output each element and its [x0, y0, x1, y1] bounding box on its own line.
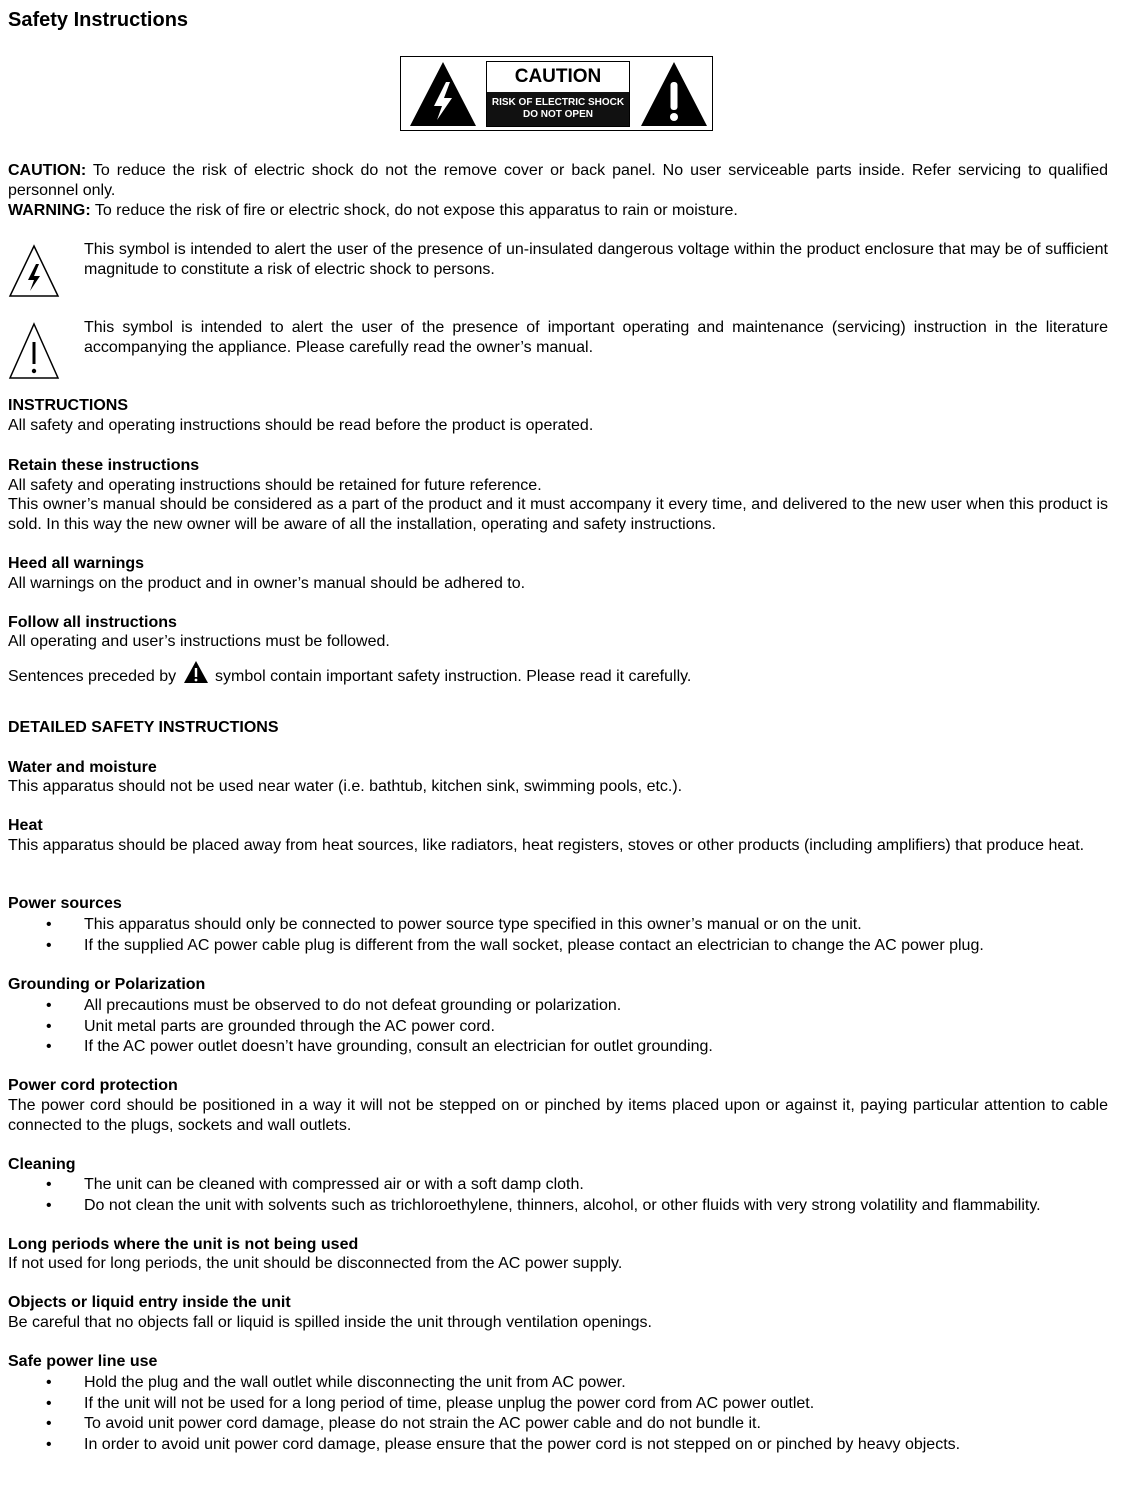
retain-line1: All safety and operating instructions should be retained for future reference.	[8, 477, 542, 494]
list-item	[8, 996, 1108, 1017]
list-item-text: The unit can be cleaned with compressed air or with a soft damp cloth.	[84, 1176, 584, 1193]
list-item-text: If the unit will not be used for a long period of time, please unplug the power cord from AC power outlet.	[84, 1394, 815, 1412]
list-item	[8, 936, 1108, 957]
caution-sublabel-line2: DO NOT OPEN	[522, 109, 593, 120]
list-item	[8, 915, 1108, 936]
caution-paragraph	[8, 161, 1108, 200]
caution-label: CAUTION	[514, 66, 602, 87]
follow-sentence-post: symbol contain important safety instruction. Please read it carefully.	[210, 668, 692, 685]
cord-heading: Power cord protection	[8, 1077, 178, 1094]
bullet: •	[46, 1017, 52, 1035]
list-item-text: In order to avoid unit power cord damage, please ensure that the power cord is not stepped on or pinched by heavy objects.	[84, 1435, 961, 1453]
bullet: •	[46, 997, 52, 1014]
caution-para-text: To reduce the risk of electric shock do not the remove cover or back panel. No user serviceable parts inside. Refer servicing to qualified personnel only.	[8, 162, 1108, 199]
list-item	[8, 1175, 1108, 1196]
follow-heading: Follow all instructions	[8, 614, 177, 631]
exclamation-warning-icon	[639, 60, 709, 128]
heed-text: All warnings on the product and in owner’s manual should be adhered to.	[8, 575, 526, 592]
water-heading: Water and moisture	[8, 759, 157, 776]
water-text: This apparatus should not be used near water (i.e. bathtub, kitchen sink, swimming pools, etc.).	[8, 778, 683, 795]
instructions-text: All safety and operating instructions should be read before the product is operated.	[8, 417, 594, 434]
list-item-text: If the supplied AC power cable plug is different from the wall socket, please contact an electrician to change the AC power plug.	[84, 936, 984, 954]
warning-triangle-icon	[183, 660, 209, 684]
list-item-text: To avoid unit power cord damage, please do not strain the AC power cable and do not bundle it.	[84, 1415, 761, 1432]
power-sources-heading: Power sources	[8, 895, 122, 912]
heat-text: This apparatus should be placed away from heat sources, like radiators, heat registers, stoves or other products (including amplifiers) that produce heat.	[8, 837, 1085, 854]
exclamation-triangle-icon	[8, 322, 60, 380]
heat-heading: Heat	[8, 817, 43, 834]
follow-text: All operating and user’s instructions must be followed.	[8, 633, 390, 650]
bullet: •	[46, 916, 52, 933]
list-item	[8, 1394, 1108, 1415]
exclamation-symbol-text: This symbol is intended to alert the user of the presence of important operating and maintenance (servicing) instruction in the literature accompanying the appliance. Please carefully read the owner’s manual.	[84, 319, 1108, 356]
objects-heading: Objects or liquid entry inside the unit	[8, 1294, 291, 1311]
bullet: •	[46, 1415, 52, 1432]
cord-text: The power cord should be positioned in a way it will not be stepped on or pinched by items placed upon or against it, paying particular attention to cable connected to the plugs, sockets and wall outlets.	[8, 1097, 1108, 1134]
grounding-heading: Grounding or Polarization	[8, 976, 206, 993]
instructions-heading: INSTRUCTIONS	[8, 397, 128, 414]
list-item-text: Do not clean the unit with solvents such as trichloroethylene, thinners, alcohol, or other fluids with very strong volatility and flammability.	[84, 1196, 1041, 1214]
follow-sentence	[8, 660, 1108, 687]
list-item	[8, 1373, 1108, 1394]
page-title: Safety Instructions	[8, 9, 189, 31]
long-periods-heading: Long periods where the unit is not being used	[8, 1236, 359, 1253]
list-item-text: Unit metal parts are grounded through the AC power cord.	[84, 1017, 495, 1035]
list-item-text: If the AC power outlet doesn’t have grounding, consult an electrician for outlet grounding.	[84, 1038, 713, 1055]
bullet: •	[46, 1196, 52, 1214]
heed-heading: Heed all warnings	[8, 555, 145, 572]
list-item	[8, 1017, 1108, 1038]
retain-line2: This owner’s manual should be considered as a part of the product and it must accompany it every time, and delivered to the new user when this product is sold. In this way the new owner will be aware of all the installation, operating and safety instructions.	[8, 496, 1108, 533]
list-item-text: All precautions must be observed to do not defeat grounding or polarization.	[84, 997, 622, 1014]
caution-sublabel	[487, 92, 629, 126]
caution-banner	[400, 56, 713, 131]
bullet: •	[46, 936, 52, 954]
list-item	[8, 1037, 1108, 1058]
cleaning-heading: Cleaning	[8, 1156, 76, 1173]
list-item-text: Hold the plug and the wall outlet while disconnecting the unit from AC power.	[84, 1374, 626, 1391]
cleaning-list	[8, 1175, 1108, 1216]
objects-text: Be careful that no objects fall or liquid is spilled inside the unit through ventilation openings.	[8, 1314, 652, 1331]
power-sources-list	[8, 915, 1108, 956]
lightning-triangle-icon	[8, 244, 60, 298]
bullet: •	[46, 1435, 52, 1453]
bullet: •	[46, 1374, 52, 1391]
warning-paragraph	[8, 201, 1108, 221]
grounding-list	[8, 996, 1108, 1058]
caution-label-box	[486, 61, 630, 127]
bullet: •	[46, 1176, 52, 1193]
safe-line-list	[8, 1373, 1108, 1455]
caution-sublabel-line1: RISK OF ELECTRIC SHOCK	[491, 97, 625, 108]
list-item	[8, 1414, 1108, 1435]
detailed-heading: DETAILED SAFETY INSTRUCTIONS	[8, 719, 279, 736]
warning-para-text: To reduce the risk of fire or electric shock, do not expose this apparatus to rain or moisture.	[90, 202, 738, 219]
list-item	[8, 1435, 1108, 1456]
bullet: •	[46, 1394, 52, 1412]
long-periods-text: If not used for long periods, the unit should be disconnected from the AC power supply.	[8, 1255, 623, 1272]
safe-line-heading: Safe power line use	[8, 1353, 158, 1370]
follow-sentence-pre: Sentences preceded by	[8, 668, 181, 685]
lightning-symbol-text: This symbol is intended to alert the user of the presence of un-insulated dangerous voltage within the product enclosure that may be of sufficient magnitude to constitute a risk of electric shock to persons.	[84, 241, 1108, 278]
electric-shock-warning-icon	[408, 60, 478, 128]
list-item-text: This apparatus should only be connected to power source type specified in this owner’s manual or on the unit.	[84, 916, 862, 933]
bullet: •	[46, 1038, 52, 1055]
list-item	[8, 1196, 1108, 1217]
warning-para-label: WARNING:	[8, 202, 91, 219]
retain-heading: Retain these instructions	[8, 457, 200, 474]
caution-para-label: CAUTION:	[8, 162, 87, 179]
